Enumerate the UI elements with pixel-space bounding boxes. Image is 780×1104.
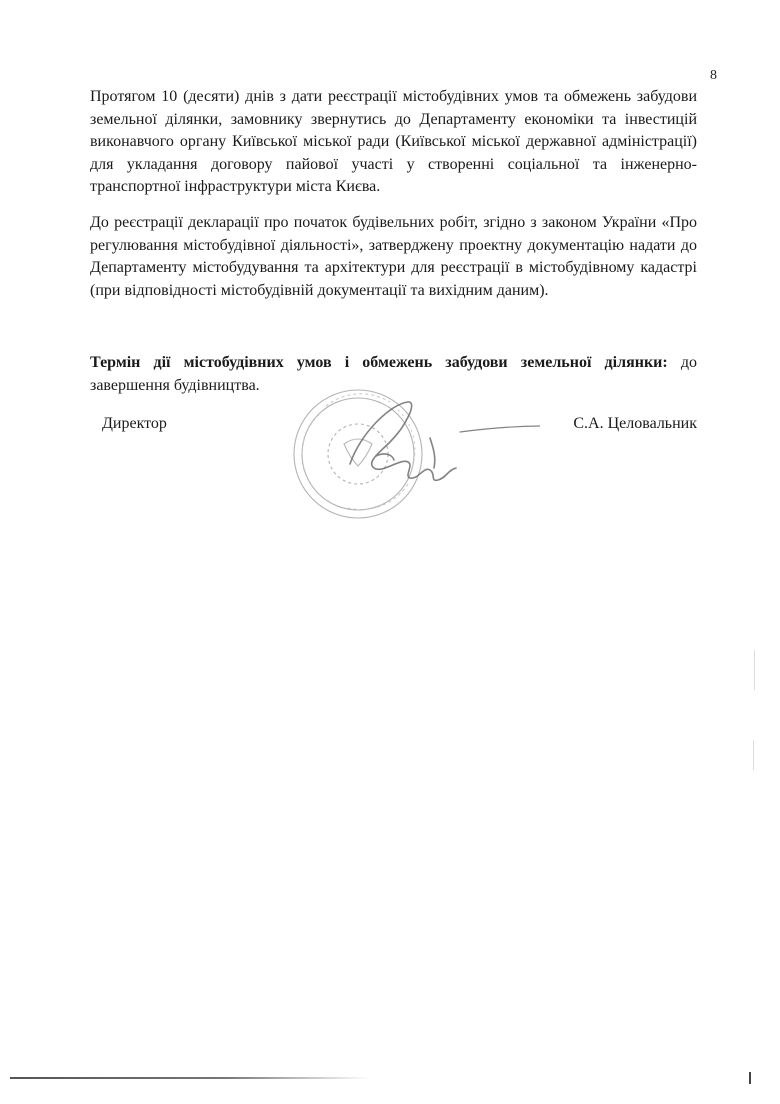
signatory-name: С.А. Целовальник: [573, 415, 697, 432]
scan-edge-line: [10, 1077, 370, 1079]
paragraph-text: Протягом 10 (десяти) днів з дати реєстрації містобудівних умов та обмежень забудови земельної ділянки, замовнику звернутись до Департаменту економіки та інвестицій виконавчого органу Київської міської ради (Київської міської державної адміністрації) для укладання договору пайової участі у створенні соціальної та інженерно-транспортної інфраструктури міста Києва.: [90, 88, 697, 196]
validity-term-label: Термін дії містобудівних умов і обмежень забудови земельної ділянки:: [90, 354, 668, 371]
paragraph-text: До реєстрації декларації про початок будівельних робіт, згідно з законом України «Про регулювання містобудівної діяльності», затверджену проектну документацію надати до Департаменту містобудування та архітектури для реєстрації в містобудівному кадастрі (при відповідності містобудівній документації та вихідним даним).: [90, 214, 697, 299]
stamp-signature-icon: [280, 386, 540, 526]
signature-block: [90, 415, 697, 439]
paragraph-declaration: [90, 212, 697, 302]
page-number: 8: [710, 68, 717, 83]
scan-artifact: [753, 740, 754, 770]
paragraph-registration-deadline: [90, 86, 697, 199]
scan-artifact: [754, 650, 755, 690]
official-stamp-with-signature: [280, 386, 540, 526]
scan-edge-mark: [749, 1072, 751, 1084]
validity-term-value: до завершення будівництва.: [90, 354, 697, 394]
signatory-position: Директор: [102, 415, 167, 432]
